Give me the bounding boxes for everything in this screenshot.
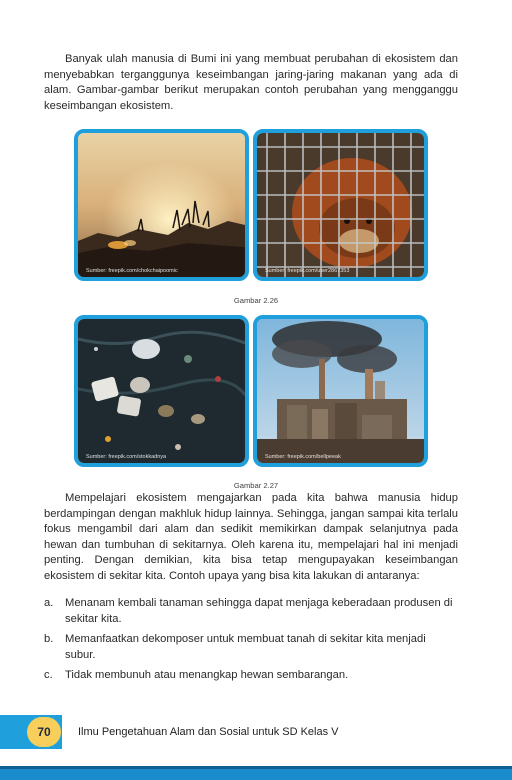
bottom-band xyxy=(0,766,512,780)
intro-paragraph: Banyak ulah manusia di Bumi ini yang membuat perubahan di ekosistem dan menyebabkan terganggunya keseimbangan jaring-jaring makanan yang ada di alam. Gambar-gambar berikut merupakan contoh perubahan yang mengganggu keseimbangan ekosistem. xyxy=(44,53,458,112)
photo-credit: Sumber: freepik.com/stokkadnya xyxy=(86,454,167,460)
figure-caption: Gambar 2.26 xyxy=(233,296,279,305)
figure-caption: Gambar 2.27 xyxy=(233,481,279,490)
list-item-text: Memanfaatkan dekomposer untuk membuat tanah di sekitar kita menjadi subur. xyxy=(65,633,426,661)
list-item-text: Tidak membunuh atau menangkap hewan sembarangan. xyxy=(65,669,349,682)
list-item-text: Menanam kembali tanaman sehingga dapat menjaga keberadaan produsen di sekitar kita. xyxy=(65,597,453,625)
photo-credit: Sumber: freepik.com/user2867353 xyxy=(265,268,350,274)
forest-fire-photo xyxy=(74,129,249,281)
factory-smoke-photo xyxy=(253,315,428,467)
caged-orangutan-photo xyxy=(253,129,428,281)
conservation-list xyxy=(44,596,458,689)
list-item xyxy=(44,632,458,663)
book-title: Ilmu Pengetahuan Alam dan Sosial untuk SD Kelas V xyxy=(78,726,339,738)
list-item xyxy=(44,668,458,684)
water-pollution-photo xyxy=(74,315,249,467)
list-marker: a. xyxy=(44,597,54,609)
page-number: 70 xyxy=(27,717,61,747)
body-paragraph: Mempelajari ekosistem mengajarkan pada kita bahwa manusia hidup berdampingan dengan makhluk hidup lainnya. Sehingga, jangan sampai kita terlalu fokus mengambil dari alam dan sedikit memikirkan dampak selanjutnya pada hewan dan tumbuhan di sekitarnya. Oleh karena itu, mempelajari hal ini menjadi penting. Dengan demikian, kita bisa tetap mengupayakan keseimbangan ekosistem di sekitar kita. Contoh upaya yang bisa kita lakukan di antaranya: xyxy=(44,492,458,582)
list-marker: b. xyxy=(44,633,54,646)
photo-credit: Sumber: freepik.com/chokchaipoomic xyxy=(86,268,178,274)
photo-credit: Sumber: freepik.com/bellpeeak xyxy=(265,454,341,460)
list-item xyxy=(44,596,458,627)
list-marker: c. xyxy=(44,669,53,682)
